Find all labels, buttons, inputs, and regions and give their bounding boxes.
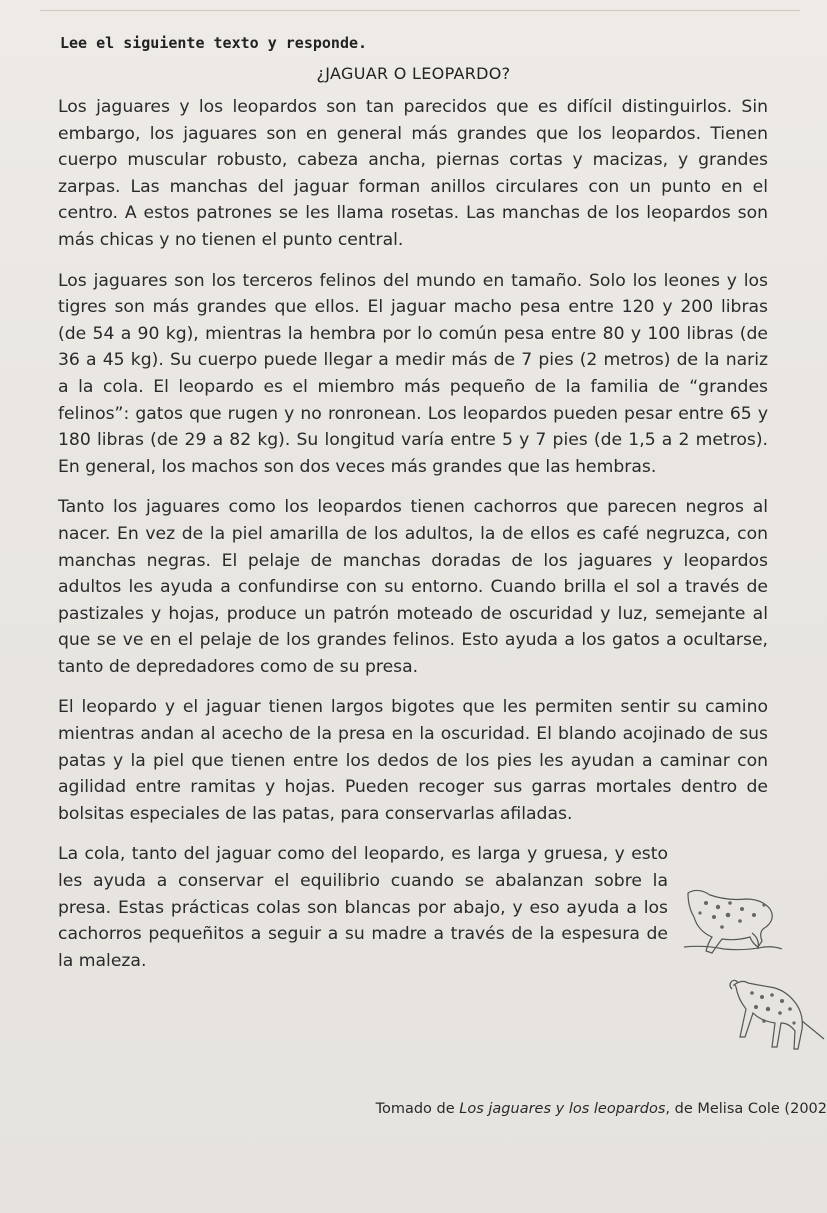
source-suffix: , de Melisa Cole (2002	[665, 1101, 827, 1117]
source-book-title: Los jaguares y los leopardos	[459, 1101, 666, 1117]
instruction-text: Lee el siguiente texto y responde.	[60, 34, 368, 52]
source-prefix: Tomado de	[375, 1101, 460, 1117]
paragraph: La cola, tanto del jaguar como del leopardo, es larga y gruesa, y esto les ayuda a conservar el equilibrio cuando se abalanzan sobre la presa. Estas prácticas colas son blancas por abajo, y eso ayuda a los cachorros pequeñitos a seguir a su madre a través de la espesura de la maleza.	[58, 844, 668, 971]
source-citation	[376, 1101, 827, 1117]
reading-title: ¿JAGUAR O LEOPARDO?	[316, 64, 511, 83]
paragraph: Los jaguares y los leopardos son tan parecidos que es difícil distinguirlos. Sin embargo, los jaguares son en general más grandes que los leopardos. Tienen cuerpo muscular robusto, cabeza ancha, piernas cortas y macizas, y grandes zarpas. Las manchas del jaguar forman anillos circulares con un punto en el centro. A estos patrones se les llama rosetas. Las manchas de los leopardos son más chicas y no tienen el punto central.	[58, 97, 768, 250]
cats-illustration	[676, 885, 826, 1060]
reading-text	[58, 94, 768, 988]
top-rule	[40, 10, 800, 11]
paragraph: Tanto los jaguares como los leopardos tienen cachorros que parecen negros al nacer. En vez de la piel amarilla de los adultos, la de ellos es café negruzca, con manchas negras. El pelaje de manchas doradas de los jaguares y leopardos adultos les ayuda a confundirse con su entorno. Cuando brilla el sol a través de pastizales y hojas, produce un patrón moteado de oscuridad y luz, semejante al que se ve en el pelaje de los grandes felinos. Esto ayuda a los gatos a ocultarse, tanto de depredadores como de su presa.	[58, 497, 768, 677]
upper-cat-drawing	[684, 890, 782, 953]
upper-cat-spots	[698, 901, 765, 929]
paragraph: El leopardo y el jaguar tienen largos bigotes que les permiten sentir su camino mientras andan al acecho de la presa en la oscuridad. El blando acojinado de sus patas y la piel que tienen entre los dedos de los pies les ayudan a caminar con agilidad entre ramitas y hojas. Pueden recoger sus garras mortales dentro de bolsitas especiales de las patas, para conservarlas afiladas.	[58, 697, 768, 824]
paragraph: Los jaguares son los terceros felinos del mundo en tamaño. Solo los leones y los tigres son más grandes que ellos. El jaguar macho pesa entre 120 y 200 libras (de 54 a 90 kg), mientras la hembra por lo común pesa entre 80 y 100 libras (de 36 a 45 kg). Su cuerpo puede llegar a medir más de 7 pies (2 metros) de la nariz a la cola. El leopardo es el miembro más pequeño de la familia de “grandes felinos”: gatos que rugen y no ronronean. Los leopardos pueden pesar entre 65 y 180 libras (de 29 a 82 kg). Su longitud varía entre 5 y 7 pies (de 1,5 a 2 metros). En general, los machos son dos veces más grandes que las hembras.	[58, 270, 768, 477]
lower-cat-drawing	[730, 980, 824, 1049]
